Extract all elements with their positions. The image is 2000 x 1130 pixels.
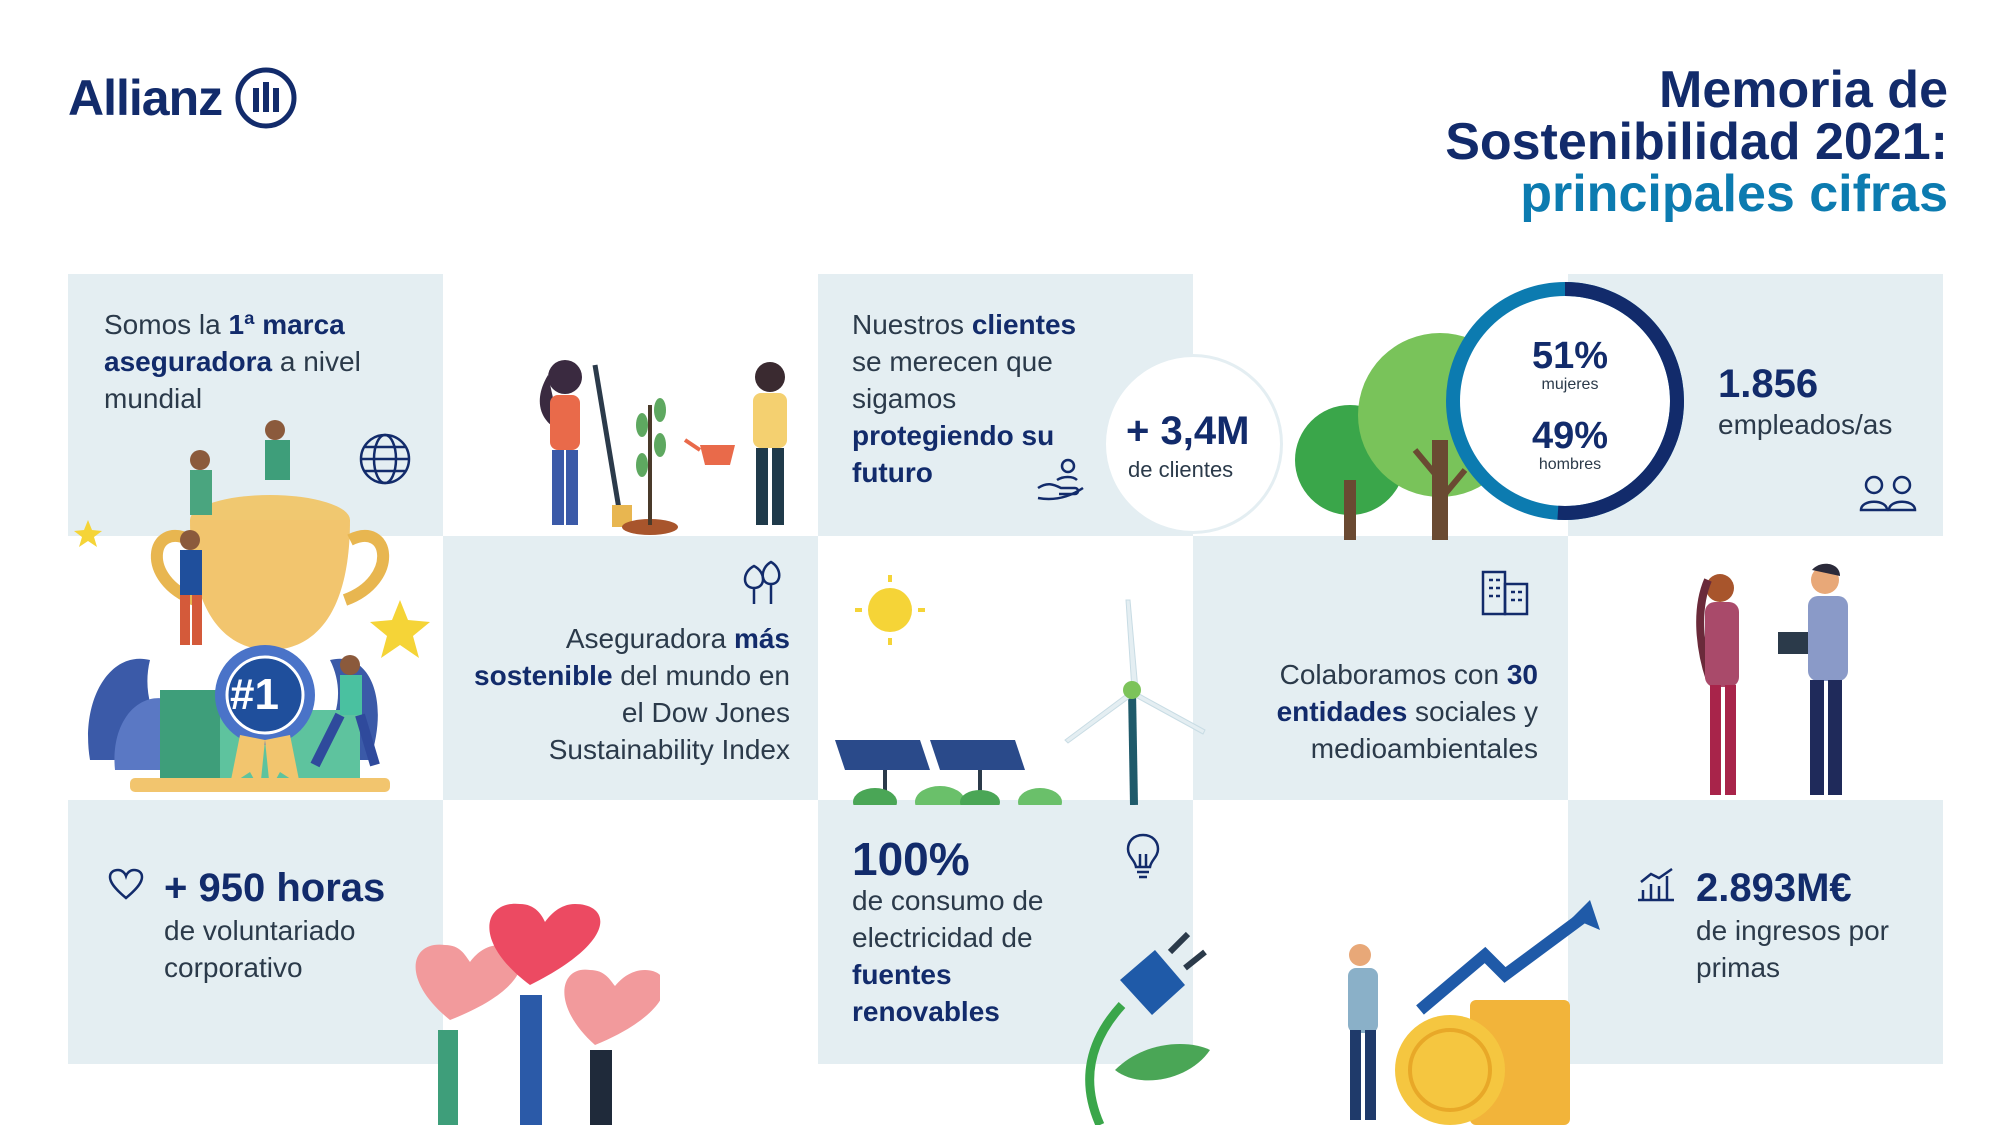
dowjones-post: del mundo en el Dow Jones Sustainability Index (548, 660, 790, 765)
dowjones-pre: Aseguradora (565, 623, 734, 654)
women-label: mujeres (1541, 376, 1599, 393)
clients-stat-circle (1103, 354, 1283, 534)
clients-bold-1: clientes (971, 309, 1077, 340)
trees-outline-icon (740, 560, 786, 606)
lightbulb-icon (1125, 832, 1161, 880)
hearts-illustration (400, 900, 660, 1130)
women-pct: 51% (1531, 335, 1609, 377)
page-title (1445, 61, 1948, 223)
clients-mid: se merecen que sigamos (852, 346, 1053, 414)
business-people-illustration (1680, 560, 1870, 805)
title-line-1: Memoria de (1659, 61, 1948, 119)
clients-stat-label: de clientes (1128, 457, 1234, 482)
heart-outline-icon (108, 868, 144, 900)
clients-stat-value: + 3,4M (1126, 409, 1250, 453)
people-icon (1858, 472, 1918, 512)
trophy-badge-label: #1 (230, 670, 279, 719)
energy-text (852, 882, 1092, 1030)
volunteer-value: + 950 horas (164, 866, 386, 910)
entities-bold: 30 entidades (1276, 659, 1538, 727)
title-line-2: Sostenibilidad 2021: (1445, 113, 1948, 171)
income-value: 2.893M€ (1696, 866, 1852, 910)
entities-post: sociales y medioambientales (1310, 696, 1538, 764)
gender-donut (1440, 276, 1690, 531)
volunteer-label: de voluntariado corporativo (164, 915, 356, 983)
energy-value: 100% (852, 833, 970, 885)
clients-bold-2: protegiendo su futuro (852, 420, 1055, 488)
trophy-illustration (70, 400, 450, 805)
dowjones-bold: más sostenible (474, 623, 790, 691)
income-label: de ingresos por primas (1696, 915, 1890, 983)
men-label: hombres (1538, 456, 1602, 473)
energy-label: de consumo de electricidad de (852, 885, 1044, 953)
dowjones-text (470, 620, 790, 768)
brand-bold: 1ª marca aseguradora (104, 309, 345, 377)
logo-text: Allianz (68, 70, 223, 126)
energy-bold: fuentes renovables (852, 959, 1000, 1027)
renewables-illustration (830, 570, 1230, 810)
employees-label: empleados/as (1718, 409, 1893, 440)
bar-chart-icon (1636, 866, 1676, 902)
allianz-logo (68, 66, 298, 130)
employees-value: 1.856 (1718, 362, 1819, 406)
entities-text (1220, 656, 1538, 767)
hand-care-icon (1035, 458, 1087, 502)
men-pct: 49% (1531, 415, 1609, 457)
brand-post: a nivel mundial (104, 346, 361, 414)
title-line-3: principales cifras (1520, 165, 1948, 223)
clients-pre: Nuestros (852, 309, 972, 340)
entities-pre: Colaboramos con (1279, 659, 1507, 690)
brand-pre: Somos la (104, 309, 229, 340)
allianz-eagle-icon (234, 66, 298, 130)
buildings-icon (1480, 568, 1530, 616)
planting-illustration (520, 355, 810, 540)
plug-illustration (1060, 930, 1240, 1130)
growth-illustration (1310, 900, 1610, 1130)
